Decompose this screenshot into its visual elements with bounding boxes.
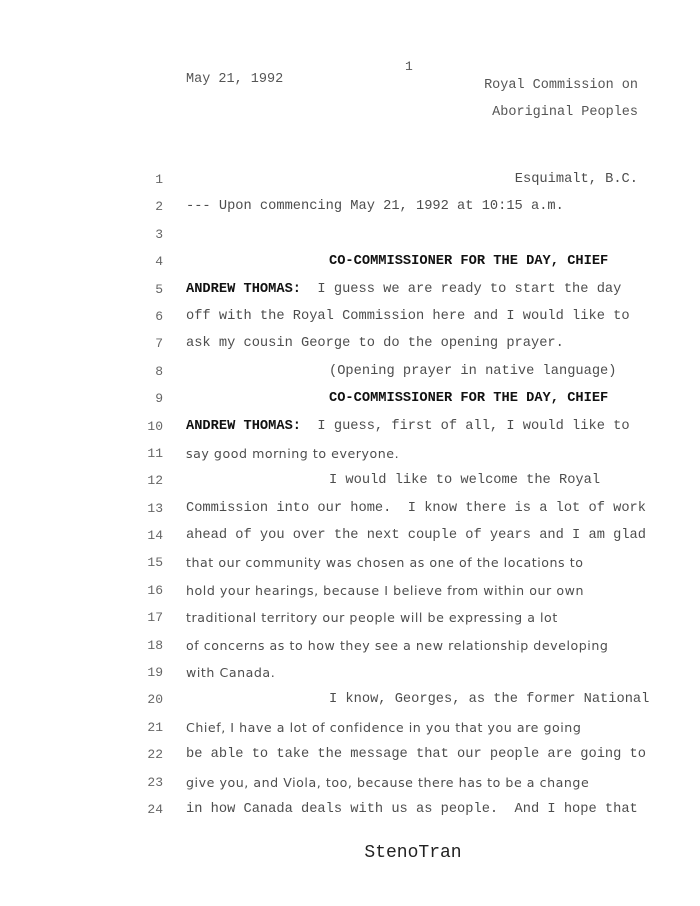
stage-direction: (Opening prayer in native language): [329, 363, 617, 379]
line-number: 19: [147, 665, 163, 681]
line-number: 17: [147, 610, 163, 626]
transcript-line: [140, 193, 638, 220]
line-number: 3: [155, 226, 163, 242]
line-number: 20: [147, 692, 163, 708]
transcript-line: [140, 714, 638, 741]
line-text: give you, and Viola, too, because there has to be a change: [186, 774, 590, 790]
transcript-line: [140, 796, 638, 823]
transcript-line: [140, 276, 638, 303]
line-number: 14: [147, 528, 163, 544]
line-text: I would like to welcome the Royal: [329, 473, 601, 489]
transcript-line: [140, 741, 646, 768]
transcript-line: [140, 413, 638, 440]
speaker-heading: CO-COMMISSIONER FOR THE DAY, CHIEF: [329, 254, 609, 270]
line-number: 8: [155, 363, 163, 379]
line-text: --- Upon commencing May 21, 1992 at 10:15 a.m.: [186, 199, 564, 215]
line-text: Commission into our home. I know there is a lot of work: [186, 500, 646, 516]
transcript-line: [140, 440, 638, 467]
header-title-line1: Royal Commission on: [484, 78, 638, 93]
transcript-line: [140, 686, 650, 713]
line-text: off with the Royal Commission here and I would like to: [186, 308, 630, 324]
transcript-line: [140, 358, 638, 385]
transcript-line: [140, 659, 638, 686]
line-number: 18: [147, 637, 163, 653]
line-number: 16: [147, 582, 163, 598]
transcript-body: [140, 166, 650, 823]
line-text: I guess, first of all, I would like to: [301, 418, 630, 434]
line-text: I know, Georges, as the former National: [329, 692, 650, 708]
header-title: [484, 72, 638, 126]
transcript-line: [140, 522, 646, 549]
line-number: 13: [147, 500, 163, 516]
line-text: traditional territory our people will be expressing a lot: [186, 610, 558, 626]
line-text: ahead of you over the next couple of years and I am glad: [186, 528, 646, 544]
line-text: ask my cousin George to do the opening prayer.: [186, 336, 564, 352]
line-number: 10: [147, 418, 163, 434]
line-number: 6: [155, 308, 163, 324]
transcript-line: [140, 385, 638, 412]
speaker-name: ANDREW THOMAS:: [186, 418, 301, 434]
transcript-line: [140, 769, 638, 796]
transcript-line: [140, 604, 638, 631]
footer-brand: StenoTran: [364, 843, 462, 863]
line-number: 9: [155, 391, 163, 407]
line-text: [186, 413, 638, 440]
line-number: 22: [147, 747, 163, 763]
header-title-line2: Aboriginal Peoples: [492, 105, 638, 120]
line-text: hold your hearings, because I believe from within our own: [186, 582, 584, 598]
transcript-line: [140, 467, 638, 494]
line-text: of concerns as to how they see a new relationship developing: [186, 637, 609, 653]
page-number: 1: [405, 59, 413, 74]
line-text: Chief, I have a lot of confidence in you that you are going: [186, 719, 582, 735]
transcript-line: [140, 495, 646, 522]
line-number: 7: [155, 336, 163, 352]
speaker-name: ANDREW THOMAS:: [186, 281, 301, 297]
transcript-line: [140, 221, 638, 248]
line-text: say good morning to everyone.: [186, 445, 400, 461]
line-text: [186, 276, 638, 303]
transcript-line: [140, 577, 638, 604]
line-number: 4: [155, 254, 163, 270]
line-text: that our community was chosen as one of the locations to: [186, 555, 584, 571]
line-number: 21: [147, 719, 163, 735]
line-number: 5: [155, 281, 163, 297]
line-number: 12: [147, 473, 163, 489]
line-number: 23: [147, 774, 163, 790]
transcript-line: [140, 248, 638, 275]
line-text: with Canada.: [186, 665, 276, 681]
line-text: in how Canada deals with us as people. And I hope that: [186, 801, 638, 817]
transcript-line: [140, 632, 638, 659]
line-number: 15: [147, 555, 163, 571]
line-number: 11: [147, 445, 163, 461]
line-text: I guess we are ready to start the day: [301, 281, 622, 297]
transcript-line: [140, 549, 638, 576]
transcript-line: [140, 166, 638, 193]
transcript-line: [140, 303, 638, 330]
line-number: 2: [155, 199, 163, 215]
line-number: 24: [147, 801, 163, 817]
speaker-heading: CO-COMMISSIONER FOR THE DAY, CHIEF: [329, 391, 609, 407]
header-date: May 21, 1992: [186, 72, 284, 87]
line-text: be able to take the message that our people are going to: [186, 747, 646, 763]
line-number: 1: [155, 172, 163, 187]
line-text: Esquimalt, B.C.: [514, 172, 638, 187]
transcript-line: [140, 330, 638, 357]
